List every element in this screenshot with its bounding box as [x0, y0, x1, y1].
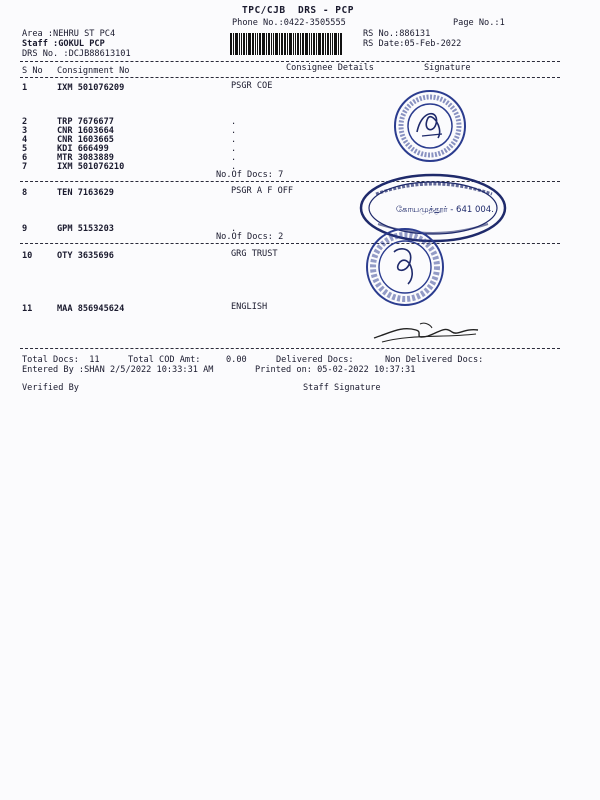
row-sno: 10 [22, 251, 33, 261]
row-sno: 9 [22, 224, 28, 234]
round-seal-stamp [392, 88, 468, 164]
row-consignee: . [231, 162, 237, 172]
row-consignee: GRG TRUST [231, 249, 278, 259]
row-consignment: IXM 501076209 [57, 83, 125, 93]
total-cod-label: Total COD Amt: [128, 355, 201, 365]
row-sno: 3 [22, 126, 28, 136]
row-consignment: GPM 5153203 [57, 224, 114, 234]
row-sno: 4 [22, 135, 28, 145]
row-consignment: OTY 3635696 [57, 251, 114, 261]
divider [20, 77, 560, 78]
row-sno: 8 [22, 188, 28, 198]
col-sno: S No [22, 66, 43, 76]
verified-by: Verified By [22, 383, 79, 393]
total-cod-value: 0.00 [226, 355, 247, 365]
total-docs: Total Docs: 11 [22, 355, 100, 365]
row-consignment: KDI 666499 [57, 144, 109, 154]
drs-number: DRS No. :DCJB88613101 [22, 49, 131, 59]
divider [20, 61, 560, 62]
printed-on: Printed on: 05-02-2022 10:37:31 [255, 365, 416, 375]
row-consignee: . [231, 117, 237, 127]
row-consignment: IXM 501076210 [57, 162, 125, 172]
row-consignee: . [231, 135, 237, 145]
row-consignee: PSGR COE [231, 81, 273, 91]
row-consignee: . [231, 126, 237, 136]
row-consignment: CNR 1603664 [57, 126, 114, 136]
row-consignee: . [231, 153, 237, 163]
row-sno: 7 [22, 162, 28, 172]
barcode [230, 33, 352, 55]
divider [20, 348, 560, 349]
entered-by: Entered By :SHAN 2/5/2022 10:33:31 AM [22, 365, 214, 375]
row-consignment: MAA 856945624 [57, 304, 125, 314]
phone-number: Phone No.:0422-3505555 [232, 18, 346, 28]
trust-seal-stamp [364, 222, 446, 312]
group-doc-count: No.Of Docs: 7 [216, 170, 284, 180]
col-consignee: Consignee Details [286, 63, 374, 73]
page-number: Page No.:1 [453, 18, 505, 28]
rs-date: RS Date:05-Feb-2022 [363, 39, 462, 49]
row-consignment: TRP 7676677 [57, 117, 114, 127]
row-consignee: . [231, 144, 237, 154]
area-field: Area :NEHRU ST PC4 [22, 29, 116, 39]
row-consignee: . [231, 224, 237, 234]
stamp-pin-text: கோயமுத்தூர் - 641 004. [396, 205, 494, 215]
rs-number: RS No.:886131 [363, 29, 431, 39]
row-sno: 5 [22, 144, 28, 154]
row-consignment: TEN 7163629 [57, 188, 114, 198]
delivered-docs: Delivered Docs: [276, 355, 354, 365]
row-sno: 11 [22, 304, 33, 314]
col-signature: Signature [424, 63, 471, 73]
document-title: TPC/CJB DRS - PCP [242, 5, 354, 16]
row-consignee: PSGR A F OFF [231, 186, 294, 196]
handwritten-signature [372, 318, 482, 346]
row-sno: 1 [22, 83, 28, 93]
staff-signature-label: Staff Signature [303, 383, 381, 393]
group-doc-count: No.Of Docs: 2 [216, 232, 284, 242]
col-consignment: Consignment No [57, 66, 130, 76]
row-consignee: ENGLISH [231, 302, 268, 312]
row-consignment: CNR 1603665 [57, 135, 114, 145]
staff-field: Staff :GOKUL PCP [22, 39, 105, 49]
row-consignment: MTR 3083889 [57, 153, 114, 163]
row-sno: 2 [22, 117, 28, 127]
row-sno: 6 [22, 153, 28, 163]
non-delivered-docs: Non Delivered Docs: [385, 355, 484, 365]
